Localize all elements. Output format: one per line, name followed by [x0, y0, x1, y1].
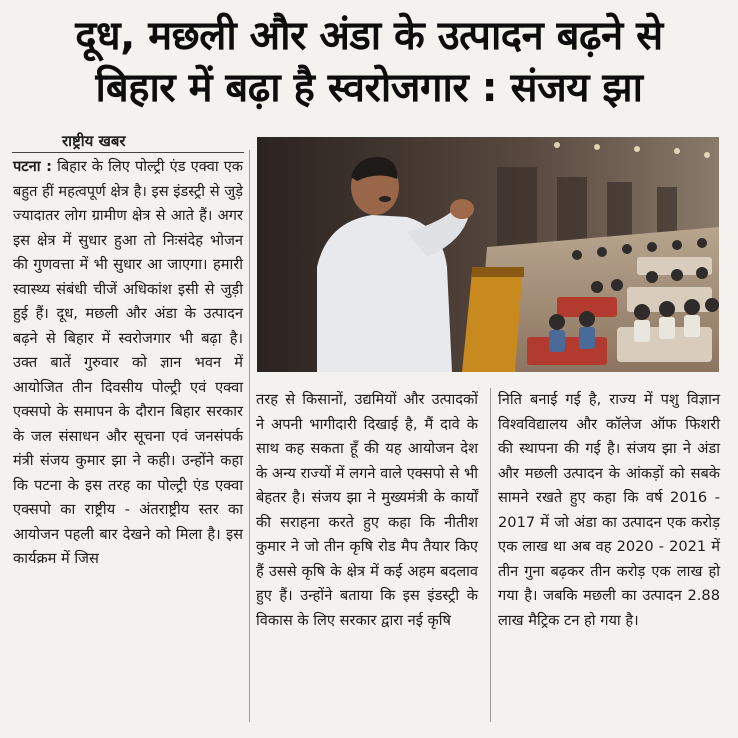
column-2-text: तरह से किसानों, उद्यमियों और उत्पादकों ने अपनी भागीदारी दिखाई है, मैं दावे के साथ कह सकता हूँ की यह आयोजन देश के अन्य राज्यों में लगने वाले एक्सपो से भी बेहतर है। संजय झा ने मुख्यमंत्री के कार्यों की सराहना करते हुए कहा कि नीतीश कुमार ने जो तीन कृषि रोड मैप तैयार किए हैं उससे कृषि के क्षेत्र में कई अहम बदलाव हुए हैं। उन्होंने बताया कि इस इंडस्ट्री के विकास के लिए सरकार द्वारा नई कृषि [256, 391, 478, 629]
dateline: पटना : [13, 158, 52, 175]
column-divider-2 [490, 388, 491, 722]
headline-line-2: बिहार में बढ़ा है स्वरोजगार : संजय झा [95, 65, 643, 111]
column-3-text: निति बनाई गई है, राज्य में पशु विज्ञान विश्वविद्यालय और कॉलेज ऑफ फिशरी की स्थापना की गई है। संजय झा ने अंडा और मछली उत्पादन के आंकड़ों को सबके सामने रखते हुए कहा कि वर्ष 2016 - 2017 में जो अंडा का उत्पादन एक करोड़ एक लाख था अब वह 2020 - 2021 में तीन गुना बढ़कर तीन करोड़ एक लाख हो गया है। जबकि मछली का उत्पादन 2.88 लाख मैट्रिक टन हो गया है। [498, 391, 720, 629]
article-paragraph-1 [13, 155, 243, 572]
section-label: राष्ट्रीय खबर [62, 132, 126, 150]
headline-line-1: दूध, मछली और अंडा के उत्पादन बढ़ने से [75, 13, 663, 59]
news-photo [257, 137, 719, 372]
section-divider [12, 152, 244, 153]
column-divider-1 [249, 150, 250, 722]
headline [10, 10, 728, 114]
article-column-3 [498, 388, 720, 633]
article-column-1 [13, 155, 243, 572]
article-column-2 [256, 388, 478, 633]
speaker-audience-illustration [257, 137, 719, 372]
column-1-text: बिहार के लिए पोल्ट्री एंड एक्वा एक बहुत हीं महत्वपूर्ण क्षेत्र है। इस इंडस्ट्री से जुड़े ज्यादातर लोग ग्रामीण क्षेत्र से आते हैं। अगर इस क्षेत्र में सुधार हुआ तो निःसंदेह भोजन की गुणवत्ता में भी सुधार आ जाएगा। हमारी स्वास्थ्य संबंधी चीजें अधिकांश इसी से जुड़ी हुई हैं। दूध, मछली और अंडा के उत्पादन बढ़ने से बिहार में स्वरोजगार भी बढ़ा है। उक्त बातें गुरुवार को ज्ञान भवन में आयोजित तीन दिवसीय पोल्ट्री एवं एक्वा एक्सपो के समापन के दौरान बिहार सरकार के जल संसाधन और सूचना एवं जनसंपर्क मंत्री संजय कुमार झा ने कही। उन्होंने कहा कि पटना के इस तरह का पोल्ट्री एंड एक्वा एक्सपो का राष्ट्रीय - अंतराष्ट्रीय स्तर का आयोजन पहली बार देखने को मिला है। इस कार्यक्रम में जिस [13, 158, 243, 567]
